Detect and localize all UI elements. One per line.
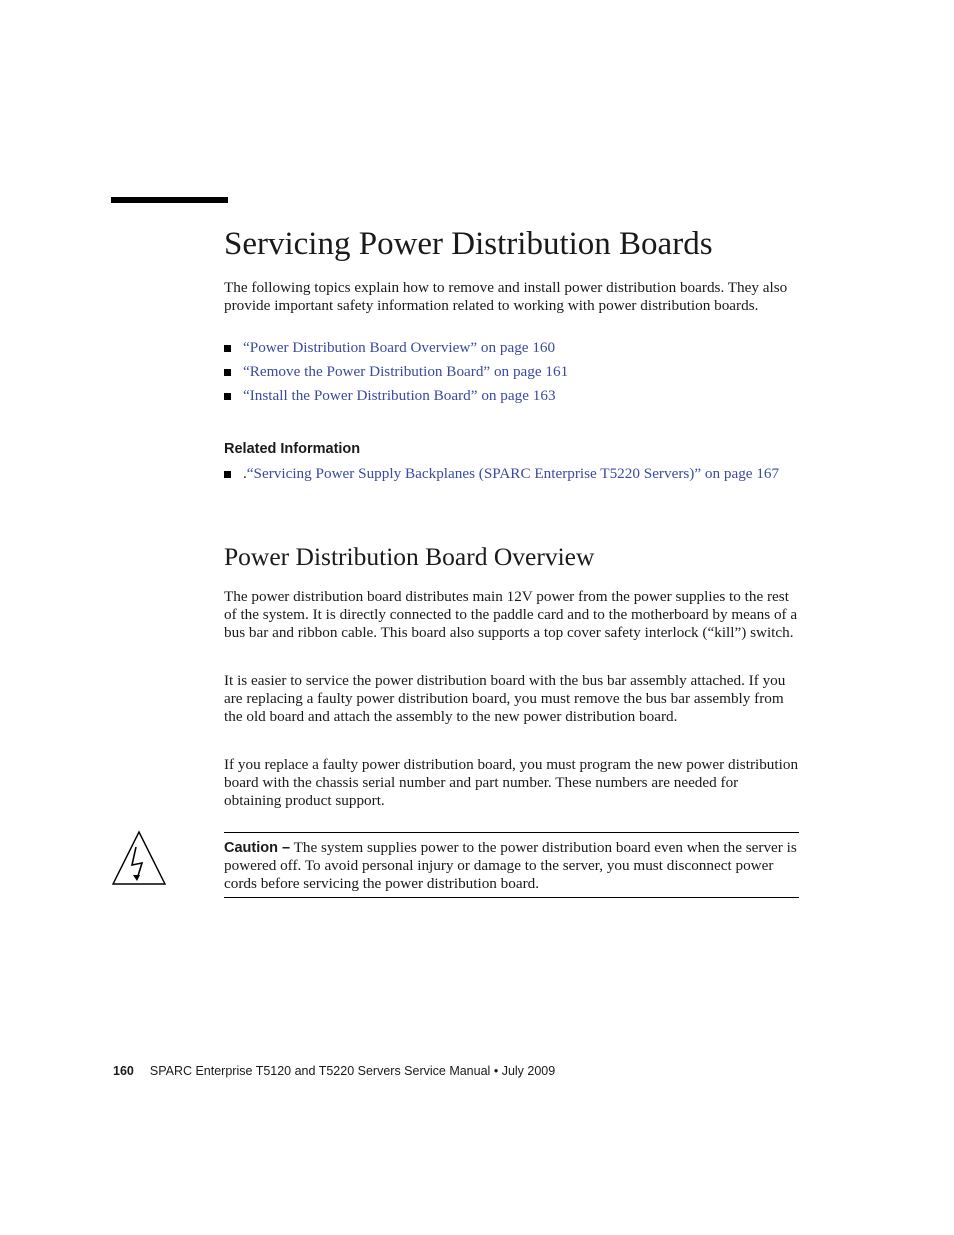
caution-text: The system supplies power to the power distribution board even when the server is powered off. To avoid personal injury or damage to the server, you must disconnect power cords before servicing the power distribution board. (224, 839, 797, 892)
footer-separator: • (493, 1064, 499, 1078)
overview-paragraph-3: If you replace a faulty power distribution board, you must program the new power distribution board with the chassis serial number and part number. These numbers are needed for obtaining product support. (224, 756, 799, 809)
related-link-backplanes[interactable]: “Servicing Power Supply Backplanes (SPARC Enterprise T5220 Servers)” on page 167 (246, 465, 780, 482)
related-prefix: . (243, 465, 247, 482)
list-item (224, 387, 799, 405)
overview-paragraph-1: The power distribution board distributes main 12V power from the power supplies to the rest of the system. It is directly connected to the paddle card and to the motherboard by means of a bus bar and ribbon cable. This board also supports a top cover safety interlock (“kill”) switch. (224, 588, 798, 641)
caution-note (224, 839, 799, 893)
chapter-intro: The following topics explain how to remove and install power distribution boards. They also provide important safety information related to working with power distribution boards. (224, 279, 788, 314)
page-number: 160 (113, 1064, 134, 1078)
caution-box (224, 832, 799, 898)
bullet-icon (224, 471, 231, 478)
topic-list (224, 339, 799, 411)
bullet-icon (224, 393, 231, 400)
bullet-icon (224, 369, 231, 376)
topic-link-overview[interactable]: “Power Distribution Board Overview” on page 160 (243, 339, 556, 356)
topic-link-install[interactable]: “Install the Power Distribution Board” on page 163 (243, 387, 556, 404)
page-footer (113, 1062, 555, 1080)
electrical-hazard-icon (111, 830, 167, 886)
list-item (224, 339, 799, 357)
related-list (224, 465, 799, 489)
section-title: Power Distribution Board Overview (224, 542, 595, 571)
chapter-title: Servicing Power Distribution Boards (224, 226, 713, 262)
related-information-heading: Related Information (224, 441, 361, 457)
overview-paragraph-2: It is easier to service the power distribution board with the bus bar assembly attached. If you are replacing a faulty power distribution board, you must remove the bus bar assembly from the old board and attach the assembly to the new power distribution board. (224, 672, 786, 725)
topic-link-remove[interactable]: “Remove the Power Distribution Board” on page 161 (243, 363, 569, 380)
book-title: SPARC Enterprise T5120 and T5220 Servers Service Manual (149, 1064, 491, 1078)
caution-label: Caution – (224, 840, 291, 856)
bullet-icon (224, 345, 231, 352)
list-item (224, 363, 799, 381)
chapter-rule (111, 197, 228, 203)
publication-date: July 2009 (501, 1064, 556, 1078)
list-item (224, 465, 799, 483)
